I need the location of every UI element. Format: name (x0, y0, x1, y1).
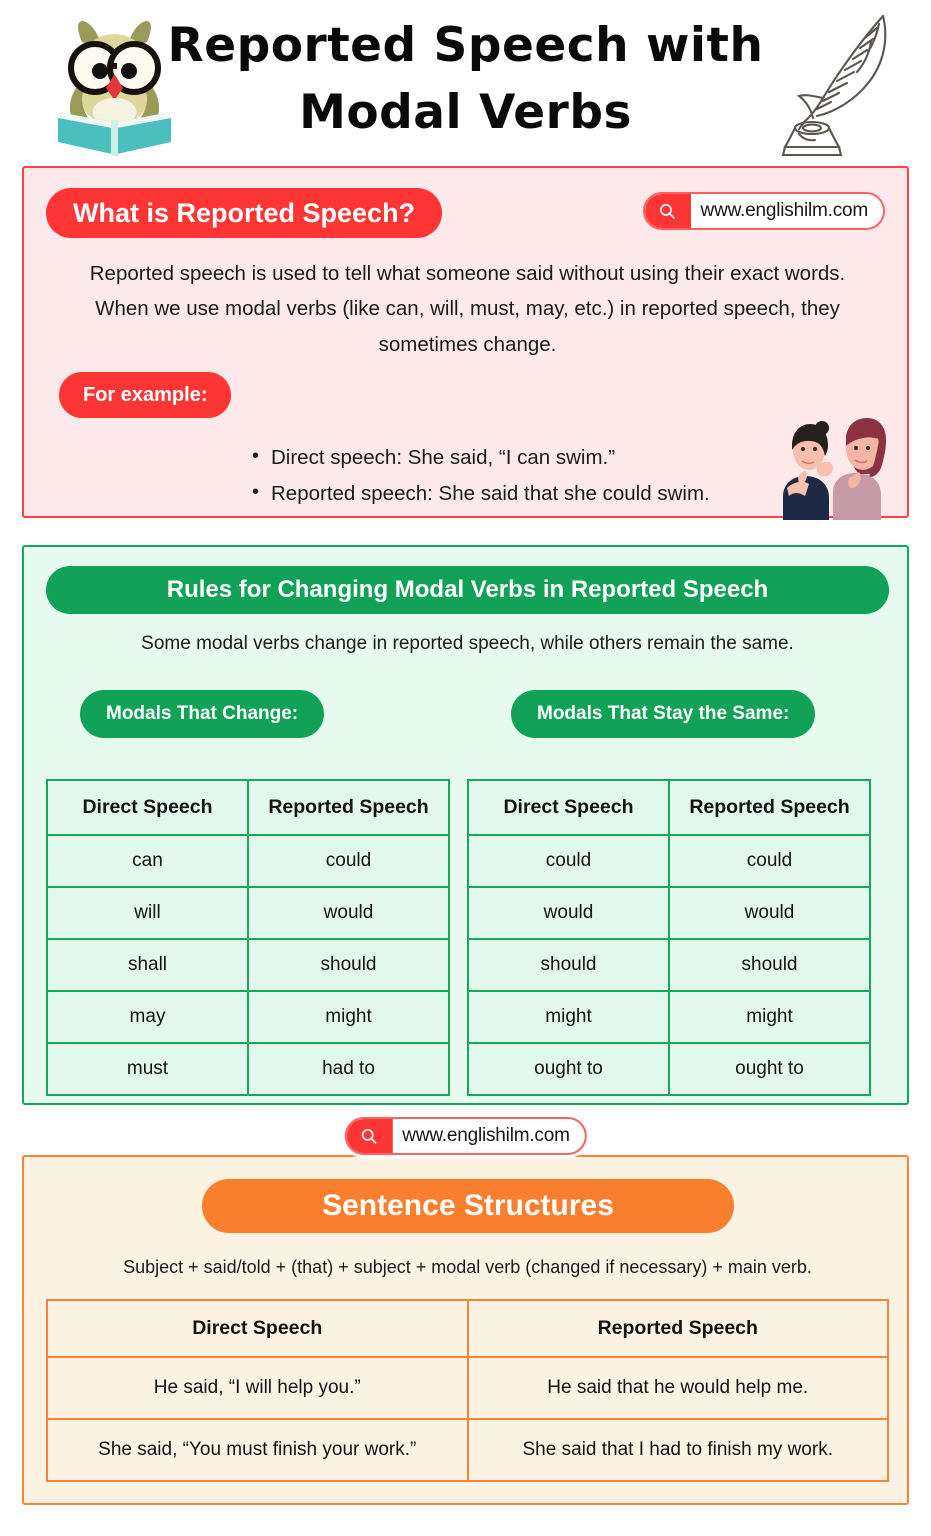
cell-reported: would (248, 887, 449, 939)
cell-reported: She said that I had to finish my work. (468, 1419, 889, 1481)
column-header-direct-speech: Direct Speech (47, 1300, 468, 1357)
table-modals-that-stay-the-same (467, 779, 871, 1096)
table-row (468, 939, 870, 991)
search-icon (645, 194, 691, 228)
table-row (47, 835, 449, 887)
watermark-url-top: www.englishilm.com (700, 200, 868, 221)
cell-reported: might (669, 991, 870, 1043)
cell-direct: may (47, 991, 248, 1043)
for-example-label: For example: (59, 372, 231, 418)
table-modals-that-change (46, 779, 450, 1096)
table-row (47, 1419, 888, 1481)
watermark-badge-middle[interactable] (344, 1117, 586, 1155)
page-header (0, 0, 931, 160)
example-bullet-list (252, 440, 812, 511)
cell-reported: He said that he would help me. (468, 1357, 889, 1419)
page-title-line-2: Modal Verbs (299, 85, 632, 140)
list-item: • Direct speech: She said, “I can swim.” (252, 440, 812, 476)
search-icon (346, 1119, 392, 1153)
section-heading-what-is-reported-speech: What is Reported Speech? (46, 188, 442, 238)
page-title (166, 13, 766, 146)
cell-reported: would (669, 887, 870, 939)
table-header-row (47, 1300, 888, 1357)
cell-reported: had to (248, 1043, 449, 1095)
column-header-direct-speech: Direct Speech (47, 780, 248, 835)
cell-reported: should (248, 939, 449, 991)
column-header-direct-speech: Direct Speech (468, 780, 669, 835)
sentence-structure-formula: Subject + said/told + (that) + subject + modal verb (changed if necessary) + main verb. (123, 1257, 812, 1277)
cell-direct: will (47, 887, 248, 939)
section-sentence-structures (22, 1155, 909, 1505)
cell-reported: might (248, 991, 449, 1043)
section-heading-sentence-structures: Sentence Structures (202, 1179, 734, 1233)
section-heading-rules: Rules for Changing Modal Verbs in Reported Speech (46, 566, 889, 614)
cell-direct: can (47, 835, 248, 887)
table-row (47, 991, 449, 1043)
section-what-is-reported-speech (22, 166, 909, 518)
cell-direct: She said, “You must finish your work.” (47, 1419, 468, 1481)
table-row (47, 1043, 449, 1095)
cell-reported: should (669, 939, 870, 991)
table-row (468, 991, 870, 1043)
table-row (468, 1043, 870, 1095)
watermark-url-middle: www.englishilm.com (402, 1125, 570, 1146)
column-header-reported-speech: Reported Speech (468, 1300, 889, 1357)
reported-speech-definition: Reported speech is used to tell what someone said without using their exact words. When we use modal verbs (like can, will, must, may, etc.) in reported speech, they sometimes change. (89, 262, 846, 356)
cell-direct: must (47, 1043, 248, 1095)
table-header-row (468, 780, 870, 835)
cell-reported: could (669, 835, 870, 887)
column-header-reported-speech: Reported Speech (669, 780, 870, 835)
cell-direct: He said, “I will help you.” (47, 1357, 468, 1419)
label-modals-that-stay-the-same: Modals That Stay the Same: (511, 690, 815, 738)
cell-direct: might (468, 991, 669, 1043)
owl-reading-book-icon (42, 8, 187, 156)
column-header-reported-speech: Reported Speech (248, 780, 449, 835)
label-modals-that-change: Modals That Change: (80, 690, 324, 738)
cell-direct: ought to (468, 1043, 669, 1095)
section-rules-for-changing-modal-verbs (22, 545, 909, 1105)
cell-direct: shall (47, 939, 248, 991)
table-row (47, 1357, 888, 1419)
table-row (468, 887, 870, 939)
cell-direct: should (468, 939, 669, 991)
table-header-row (47, 780, 449, 835)
table-row (47, 887, 449, 939)
rules-subtitle: Some modal verbs change in reported speech, while others remain the same. (141, 633, 794, 654)
cell-reported: ought to (669, 1043, 870, 1095)
page-title-line-1: Reported Speech with (167, 18, 764, 74)
list-item: • Reported speech: She said that she could swim. (252, 476, 812, 512)
table-row (468, 835, 870, 887)
cell-direct: would (468, 887, 669, 939)
two-women-whispering-icon (775, 416, 895, 520)
cell-reported: could (248, 835, 449, 887)
table-sentence-structure-examples (46, 1299, 889, 1482)
quill-pen-inkwell-icon (779, 6, 909, 158)
watermark-badge-top[interactable] (643, 192, 885, 230)
cell-direct: could (468, 835, 669, 887)
table-row (47, 939, 449, 991)
